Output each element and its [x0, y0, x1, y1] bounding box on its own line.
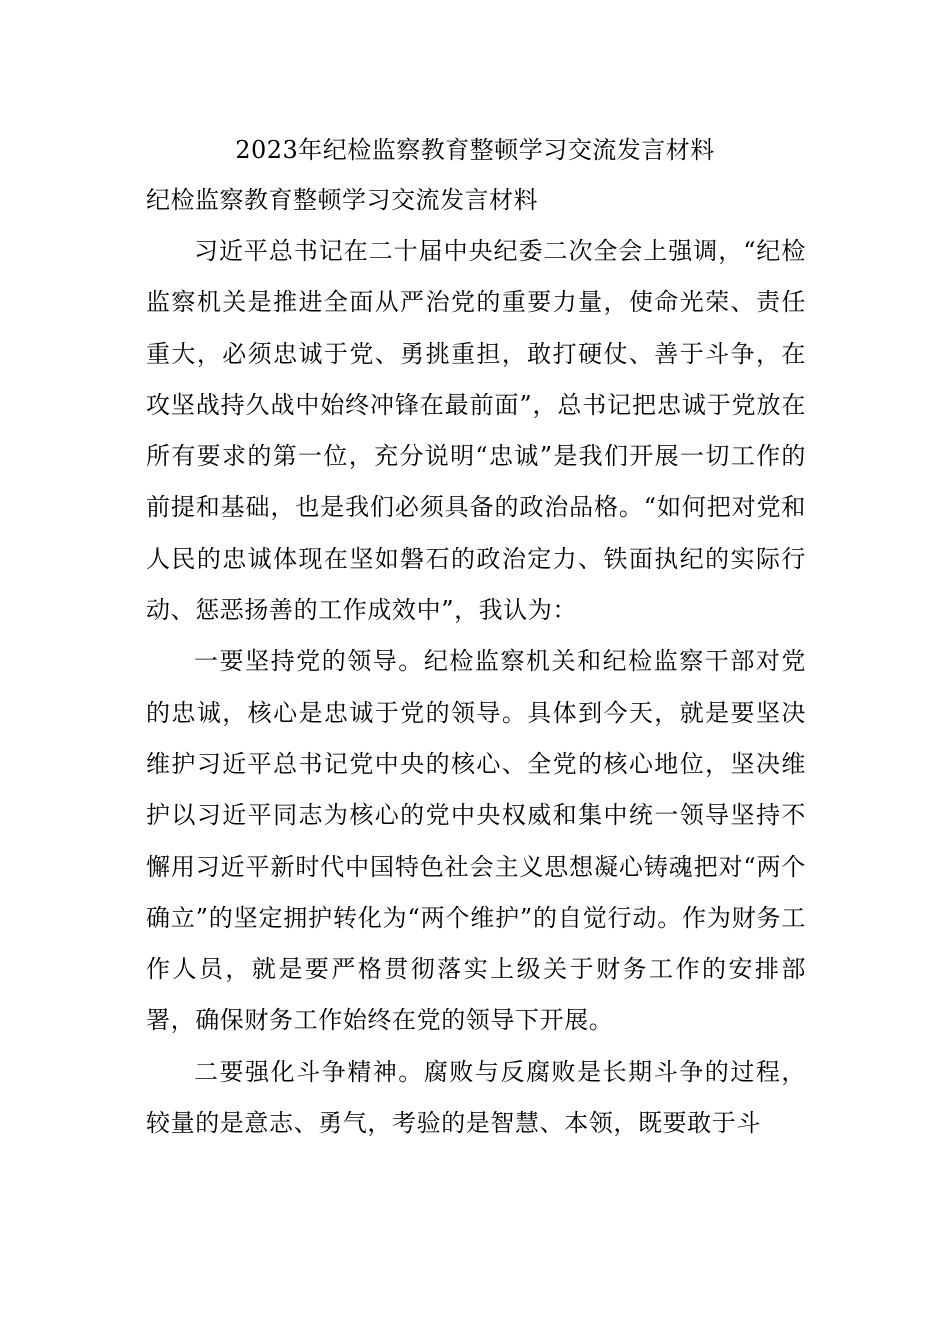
document-title: 2023年纪检监察教育整顿学习交流发言材料 — [235, 136, 715, 164]
paragraph-intro: 习近平总书记在二十届中央纪委二次全会上强调，“纪检监察机关是推进全面从严治党的重要力量，使命光荣、责任重大，必须忠诚于党、勇挑重担，敢打硬仗、善于斗争，在攻坚战持久战中始终冲锋在最前面”，总书记把忠诚于党放在所有要求的第一位，充分说明“忠诚”是我们开展一切工作的前提和基础，也是我们必须具备的政治品格。“如何把对党和人民的忠诚体现在坚如磐石的政治定力、铁面执纪的实际行动、惩恶扬善的工作成效中”，我认为： — [146, 237, 806, 625]
paragraph-point-two: 二要强化斗争精神。腐败与反腐败是长期斗争的过程，较量的是意志、勇气，考验的是智慧、本领，既要敢于斗 — [146, 1057, 806, 1138]
document-subtitle: 纪检监察教育整顿学习交流发言材料 — [146, 186, 538, 214]
paragraph-point-one: 一要坚持党的领导。纪检监察机关和纪检监察干部对党的忠诚，核心是忠诚于党的领导。具体到今天，就是要坚决维护习近平总书记党中央的核心、全党的核心地位，坚决维护以习近平同志为核心的党中央权威和集中统一领导坚持不懈用习近平新时代中国特色社会主义思想凝心铸魂把对“两个确立”的坚定拥护转化为“两个维护”的自觉行动。作为财务工作人员，就是要严格贯彻落实上级关于财务工作的安排部署，确保财务工作始终在党的领导下开展。 — [146, 647, 806, 1035]
document-body — [146, 226, 806, 1149]
